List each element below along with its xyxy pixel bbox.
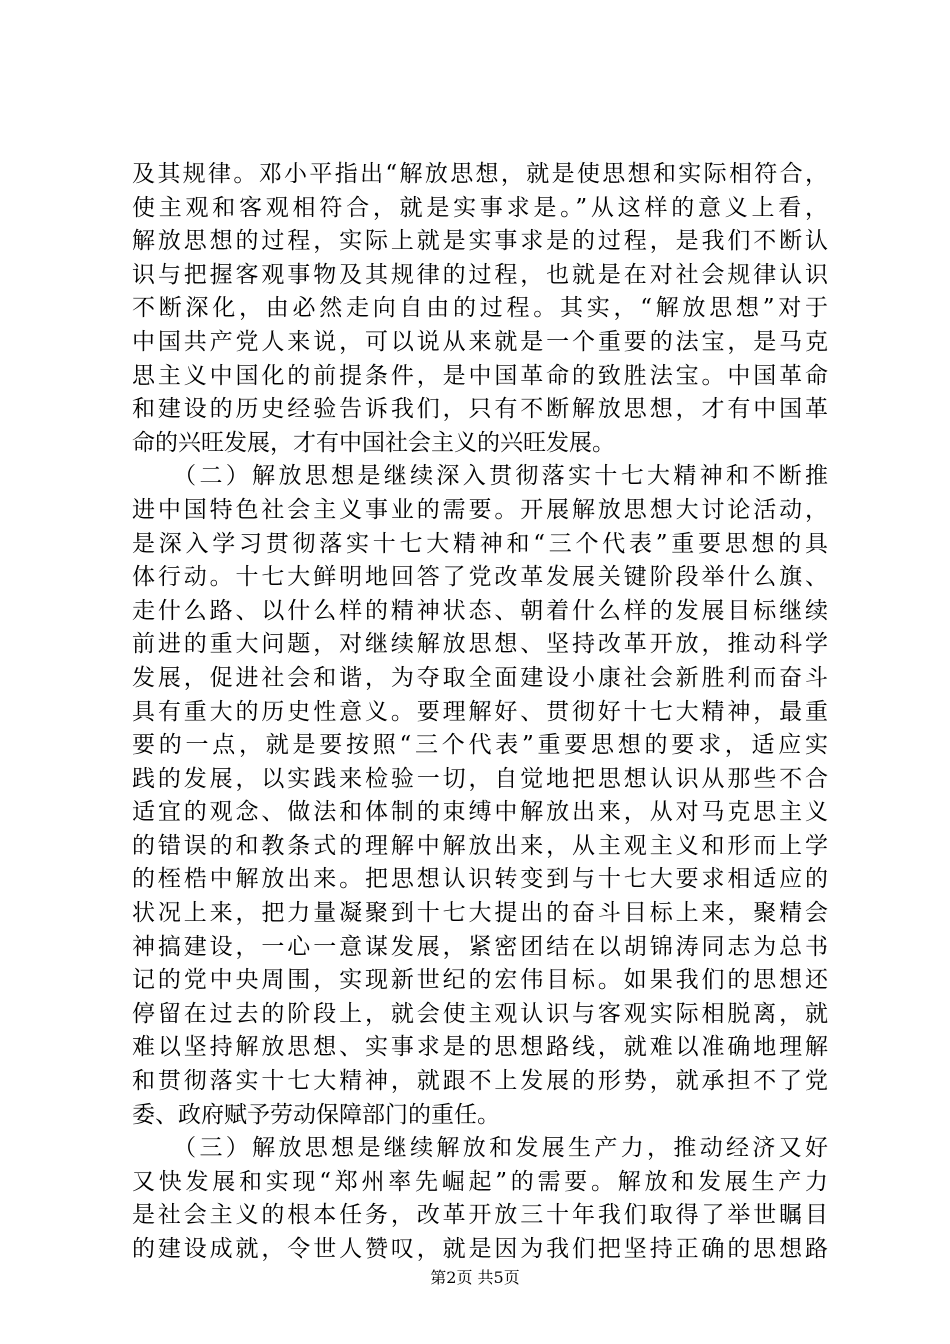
text-line: 使主观和客观相符合，就是实事求是。”从这样的意义上看， [132,194,828,221]
text-line: 神搞建设，一心一意谋发展，紧密团结在以胡锦涛同志为总书 [132,933,828,960]
text-line: 停留在过去的阶段上，就会使主观认识与客观实际相脱离，就 [132,1000,828,1027]
text-line: 状况上来，把力量凝聚到十七大提出的奋斗目标上来，聚精会 [132,900,828,927]
text-line: 的建设成就，令世人赞叹，就是因为我们把坚持正确的思想路 [132,1236,828,1262]
text-line: 前进的重大问题，对继续解放思想、坚持改革开放，推动科学 [132,631,828,658]
text-line: （二）解放思想是继续深入贯彻落实十七大精神和不断推 [132,463,828,490]
document-body [132,158,828,1267]
text-line: 具有重大的历史性意义。要理解好、贯彻好十七大精神，最重 [132,698,828,725]
text-line: 委、政府赋予劳动保障部门的重任。 [132,1101,500,1128]
text-line: 和建设的历史经验告诉我们，只有不断解放思想，才有中国革 [132,396,828,423]
text-line: 是深入学习贯彻落实十七大精神和“三个代表”重要思想的具 [132,530,828,557]
text-line: 中国共产党人来说，可以说从来就是一个重要的法宝，是马克 [132,328,828,355]
text-line: 的错误的和教条式的理解中解放出来，从主观主义和形而上学 [132,832,828,859]
text-line: 不断深化，由必然走向自由的过程。其实，“解放思想”对于 [132,295,828,322]
text-line: 践的发展，以实践来检验一切，自觉地把思想认识从那些不合 [132,765,828,792]
text-line: 难以坚持解放思想、实事求是的思想路线，就难以准确地理解 [132,1034,828,1061]
text-line: 发展，促进社会和谐，为夺取全面建设小康社会新胜利而奋斗 [132,664,828,691]
text-line: 适宜的观念、做法和体制的束缚中解放出来，从对马克思主义 [132,799,828,826]
text-line: 记的党中央周围，实现新世纪的宏伟目标。如果我们的思想还 [132,967,828,994]
text-line: 命的兴旺发展，才有中国社会主义的兴旺发展。 [132,429,615,456]
text-line: 及其规律。邓小平指出“解放思想，就是使思想和实际相符合， [132,161,828,187]
text-line: 要的一点，就是要按照“三个代表”重要思想的要求，适应实 [132,732,828,759]
text-line: 的桎梏中解放出来。把思想认识转变到与十七大要求相适应的 [132,866,828,893]
text-line: 和贯彻落实十七大精神，就跟不上发展的形势，就承担不了党 [132,1068,828,1095]
text-line: 进中国特色社会主义事业的需要。开展解放思想大讨论活动， [132,496,828,523]
text-line: 又快发展和实现“郑州率先崛起”的需要。解放和发展生产力 [132,1168,828,1195]
text-line: 识与把握客观事物及其规律的过程，也就是在对社会规律认识 [132,261,828,288]
text-line: 体行动。十七大鲜明地回答了党改革发展关键阶段举什么旗、 [132,564,828,591]
text-line: 是社会主义的根本任务，改革开放三十年我们取得了举世瞩目 [132,1202,828,1229]
text-line: 解放思想的过程，实际上就是实事求是的过程，是我们不断认 [132,228,828,255]
text-line: （三）解放思想是继续解放和发展生产力，推动经济又好 [132,1135,828,1162]
page-footer: 第2页 共5页 [430,1268,520,1287]
text-line: 走什么路、以什么样的精神状态、朝着什么样的发展目标继续 [132,597,828,624]
text-line: 思主义中国化的前提条件，是中国革命的致胜法宝。中国革命 [132,362,828,389]
